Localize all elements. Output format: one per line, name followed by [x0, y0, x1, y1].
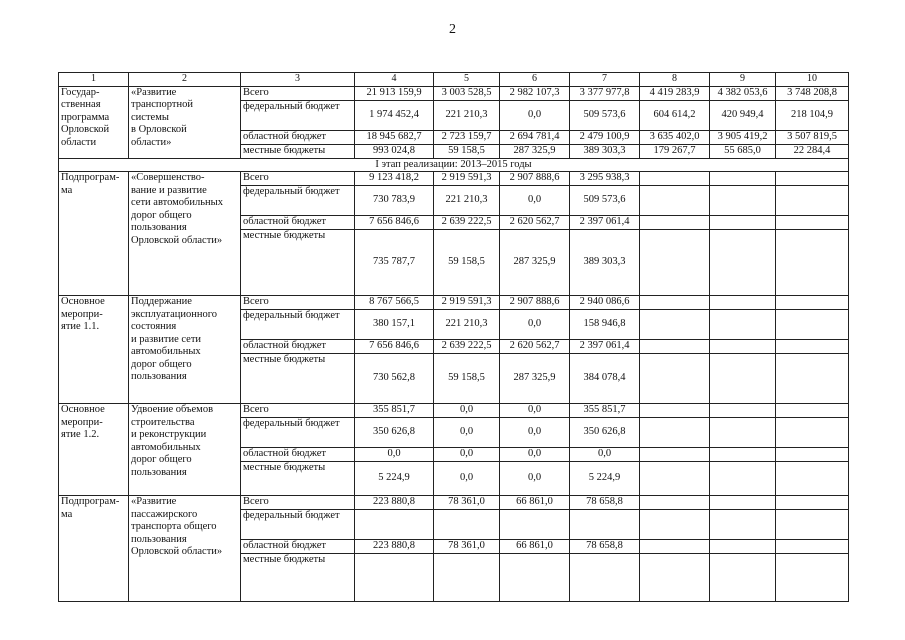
activity-name-cell-line: и реконструкции [131, 429, 207, 440]
value-cell: 2 919 591,3 [434, 172, 500, 186]
empty-cell [710, 540, 776, 554]
activity-name-cell [129, 296, 241, 404]
empty-cell [710, 310, 776, 340]
value-cell: 2 940 086,6 [570, 296, 640, 310]
value-cell: 2 919 591,3 [434, 296, 500, 310]
program-name-cell-line: в Орловской [131, 124, 187, 135]
empty-cell [710, 172, 776, 186]
funding-source-cell: федеральный бюджет [241, 310, 355, 340]
column-number: 6 [500, 73, 570, 87]
value-cell: 0,0 [434, 404, 500, 418]
empty-cell [710, 404, 776, 418]
value-cell [434, 554, 500, 602]
value-cell: 350 626,8 [570, 418, 640, 448]
activity-name-cell-line: эксплуатационного [131, 308, 218, 320]
value-cell: 2 639 222,5 [434, 216, 500, 230]
activity-type-cell-line: Подпрограм- [61, 496, 120, 507]
value-cell: 78 658,8 [570, 496, 640, 510]
value-cell: 0,0 [500, 404, 570, 418]
funding-source-cell: местные бюджеты [241, 230, 355, 296]
value-cell: 0,0 [500, 310, 570, 340]
activity-type-cell-line: ма [61, 184, 73, 196]
empty-cell [640, 496, 710, 510]
program-name-cell [129, 86, 241, 158]
value-cell: 7 656 846,6 [355, 340, 434, 354]
empty-cell [640, 340, 710, 354]
empty-cell [776, 186, 849, 216]
value-cell: 3 748 208,8 [776, 86, 849, 100]
empty-cell [640, 448, 710, 462]
value-cell: 5 224,9 [355, 462, 434, 496]
value-cell: 993 024,8 [355, 144, 434, 158]
empty-cell [710, 186, 776, 216]
value-cell: 18 945 682,7 [355, 130, 434, 144]
empty-cell [776, 230, 849, 296]
value-cell: 8 767 566,5 [355, 296, 434, 310]
empty-cell [776, 340, 849, 354]
program-owner-cell-line: Орловской [61, 124, 110, 135]
activity-name-cell-line: Орловской области» [131, 546, 223, 557]
activity-name-cell-line: «Совершенство- [131, 172, 205, 183]
empty-cell [640, 404, 710, 418]
value-cell: 0,0 [500, 186, 570, 216]
value-cell: 158 946,8 [570, 310, 640, 340]
empty-cell [640, 554, 710, 602]
empty-cell [776, 554, 849, 602]
program-owner-cell-line: ственная [61, 99, 101, 110]
empty-cell [640, 510, 710, 540]
activity-type-cell-line: ятие 1.1. [61, 321, 100, 332]
activity-name-cell-line: дорог общего [131, 454, 192, 465]
value-cell: 3 507 819,5 [776, 130, 849, 144]
value-cell: 66 861,0 [500, 496, 570, 510]
value-cell: 355 851,7 [355, 404, 434, 418]
empty-cell [640, 354, 710, 404]
value-cell: 509 573,6 [570, 100, 640, 130]
value-cell: 730 562,8 [355, 354, 434, 404]
value-cell: 78 658,8 [570, 540, 640, 554]
empty-cell [640, 216, 710, 230]
activity-type-cell-line: меропри- [61, 308, 103, 320]
empty-cell [710, 296, 776, 310]
value-cell: 59 158,5 [434, 354, 500, 404]
value-cell: 221 210,3 [434, 186, 500, 216]
value-cell: 0,0 [570, 448, 640, 462]
funding-source-cell: областной бюджет [241, 130, 355, 144]
activity-type-cell-line: ятие 1.2. [61, 429, 100, 440]
empty-cell [710, 340, 776, 354]
activity-name-cell-line: автомобильных [131, 346, 201, 357]
value-cell: 350 626,8 [355, 418, 434, 448]
value-cell: 7 656 846,6 [355, 216, 434, 230]
activity-name-cell-line: состояния [131, 321, 177, 332]
empty-cell [776, 540, 849, 554]
activity-name-cell-line: автомобильных [131, 441, 201, 453]
empty-cell [640, 296, 710, 310]
value-cell: 2 907 888,6 [500, 296, 570, 310]
value-cell: 0,0 [500, 100, 570, 130]
activity-type-cell-line: ма [61, 508, 73, 520]
value-cell: 0,0 [500, 448, 570, 462]
value-cell: 2 723 159,7 [434, 130, 500, 144]
column-number: 5 [434, 73, 500, 87]
value-cell [570, 554, 640, 602]
column-number: 8 [640, 73, 710, 87]
value-cell: 0,0 [434, 462, 500, 496]
funding-source-cell: федеральный бюджет [241, 100, 355, 130]
value-cell: 66 861,0 [500, 540, 570, 554]
program-name-cell-line: «Развитие [131, 86, 177, 98]
funding-source-cell: местные бюджеты [241, 354, 355, 404]
value-cell: 223 880,8 [355, 540, 434, 554]
empty-cell [710, 230, 776, 296]
value-cell: 0,0 [434, 448, 500, 462]
activity-type-cell-line: меропри- [61, 416, 103, 428]
funding-source-cell: федеральный бюджет [241, 186, 355, 216]
value-cell: 287 325,9 [500, 144, 570, 158]
funding-source-cell: Всего [241, 296, 355, 310]
activity-name-cell-line: Орловской области» [131, 234, 223, 246]
empty-cell [710, 462, 776, 496]
value-cell: 3 905 419,2 [710, 130, 776, 144]
value-cell: 1 974 452,4 [355, 100, 434, 130]
value-cell: 2 479 100,9 [570, 130, 640, 144]
empty-cell [776, 404, 849, 418]
value-cell [434, 510, 500, 540]
column-number: 3 [241, 73, 355, 87]
value-cell: 0,0 [500, 462, 570, 496]
table-row [59, 296, 849, 310]
value-cell: 2 397 061,4 [570, 340, 640, 354]
value-cell: 0,0 [355, 448, 434, 462]
value-cell: 221 210,3 [434, 100, 500, 130]
empty-cell [776, 216, 849, 230]
value-cell: 221 210,3 [434, 310, 500, 340]
activity-name-cell-line: пользования [131, 371, 187, 382]
value-cell: 2 907 888,6 [500, 172, 570, 186]
value-cell: 2 694 781,4 [500, 130, 570, 144]
activity-name-cell-line: и развитие сети [131, 333, 202, 345]
activity-name-cell-line: дорог общего [131, 209, 192, 221]
value-cell [355, 554, 434, 602]
value-cell: 4 419 283,9 [640, 86, 710, 100]
value-cell: 2 639 222,5 [434, 340, 500, 354]
value-cell: 9 123 418,2 [355, 172, 434, 186]
activity-type-cell [59, 404, 129, 496]
activity-type-cell [59, 172, 129, 296]
value-cell: 420 949,4 [710, 100, 776, 130]
empty-cell [776, 448, 849, 462]
empty-cell [640, 172, 710, 186]
empty-cell [776, 418, 849, 448]
empty-cell [640, 540, 710, 554]
value-cell: 218 104,9 [776, 100, 849, 130]
activity-name-cell-line: транспорта общего [131, 521, 217, 532]
column-number: 9 [710, 73, 776, 87]
value-cell: 78 361,0 [434, 496, 500, 510]
funding-source-cell: местные бюджеты [241, 554, 355, 602]
value-cell: 2 397 061,4 [570, 216, 640, 230]
activity-name-cell-line: «Развитие [131, 496, 177, 507]
value-cell: 287 325,9 [500, 230, 570, 296]
budget-table-body [59, 73, 849, 602]
value-cell: 179 267,7 [640, 144, 710, 158]
page-number: 2 [449, 22, 456, 37]
column-number: 1 [59, 73, 129, 87]
activity-name-cell-line: вание и развитие [131, 184, 207, 196]
stage-label: I этап реализации: 2013–2015 годы [59, 158, 849, 172]
activity-name-cell [129, 404, 241, 496]
value-cell: 78 361,0 [434, 540, 500, 554]
value-cell: 604 614,2 [640, 100, 710, 130]
empty-cell [640, 462, 710, 496]
program-name-cell-line: транспортной [131, 99, 193, 110]
empty-cell [776, 354, 849, 404]
empty-cell [776, 510, 849, 540]
value-cell: 2 620 562,7 [500, 340, 570, 354]
activity-type-cell-line: Основное [61, 404, 105, 415]
value-cell: 2 982 107,3 [500, 86, 570, 100]
activity-name-cell-line: пользования [131, 222, 187, 233]
table-row [59, 404, 849, 418]
column-number: 2 [129, 73, 241, 87]
activity-name-cell-line: сети автомобильных [131, 197, 223, 208]
activity-type-cell [59, 496, 129, 602]
value-cell: 509 573,6 [570, 186, 640, 216]
activity-name-cell-line: пользования [131, 533, 187, 545]
empty-cell [776, 462, 849, 496]
activity-name-cell-line: пассажирского [131, 508, 198, 520]
empty-cell [640, 186, 710, 216]
program-owner-cell [59, 86, 129, 158]
empty-cell [776, 296, 849, 310]
value-cell: 21 913 159,9 [355, 86, 434, 100]
value-cell: 223 880,8 [355, 496, 434, 510]
activity-name-cell [129, 496, 241, 602]
value-cell: 389 303,3 [570, 230, 640, 296]
value-cell: 2 620 562,7 [500, 216, 570, 230]
funding-source-cell: Всего [241, 172, 355, 186]
activity-name-cell-line: строительства [131, 416, 195, 428]
value-cell: 0,0 [434, 418, 500, 448]
funding-source-cell: областной бюджет [241, 340, 355, 354]
value-cell: 59 158,5 [434, 144, 500, 158]
activity-name-cell-line: Поддержание [131, 296, 192, 307]
value-cell: 3 295 938,3 [570, 172, 640, 186]
program-owner-cell-line: программа [61, 111, 110, 123]
empty-cell [710, 418, 776, 448]
value-cell [570, 510, 640, 540]
column-number: 10 [776, 73, 849, 87]
activity-name-cell-line: Удвоение объемов [131, 404, 214, 415]
table-row [59, 172, 849, 186]
empty-cell [776, 172, 849, 186]
value-cell: 735 787,7 [355, 230, 434, 296]
value-cell: 355 851,7 [570, 404, 640, 418]
value-cell: 3 003 528,5 [434, 86, 500, 100]
empty-cell [640, 418, 710, 448]
stage-row [59, 158, 849, 172]
funding-source-cell: федеральный бюджет [241, 418, 355, 448]
value-cell: 55 685,0 [710, 144, 776, 158]
value-cell: 5 224,9 [570, 462, 640, 496]
funding-source-cell: областной бюджет [241, 448, 355, 462]
funding-source-cell: областной бюджет [241, 216, 355, 230]
activity-name-cell-line: дорог общего [131, 358, 192, 370]
program-owner-cell-line: области [61, 136, 97, 148]
value-cell: 22 284,4 [776, 144, 849, 158]
activity-type-cell-line: Подпрограм- [61, 172, 120, 183]
funding-source-cell: Всего [241, 86, 355, 100]
column-number: 4 [355, 73, 434, 87]
value-cell: 3 635 402,0 [640, 130, 710, 144]
activity-type-cell-line: Основное [61, 296, 105, 307]
value-cell: 389 303,3 [570, 144, 640, 158]
program-name-cell-line: системы [131, 111, 169, 123]
funding-source-cell: местные бюджеты [241, 144, 355, 158]
empty-cell [640, 230, 710, 296]
empty-cell [710, 354, 776, 404]
empty-cell [710, 216, 776, 230]
value-cell [355, 510, 434, 540]
column-number-row [59, 73, 849, 87]
value-cell: 4 382 053,6 [710, 86, 776, 100]
value-cell: 3 377 977,8 [570, 86, 640, 100]
column-number: 7 [570, 73, 640, 87]
funding-source-cell: Всего [241, 496, 355, 510]
value-cell: 59 158,5 [434, 230, 500, 296]
table-row [59, 496, 849, 510]
empty-cell [776, 310, 849, 340]
table-row [59, 86, 849, 100]
activity-type-cell [59, 296, 129, 404]
program-name-cell-line: области» [131, 136, 172, 148]
value-cell: 380 157,1 [355, 310, 434, 340]
empty-cell [710, 496, 776, 510]
empty-cell [710, 510, 776, 540]
empty-cell [640, 310, 710, 340]
empty-cell [776, 496, 849, 510]
value-cell: 384 078,4 [570, 354, 640, 404]
funding-source-cell: Всего [241, 404, 355, 418]
funding-source-cell: местные бюджеты [241, 462, 355, 496]
value-cell: 0,0 [500, 418, 570, 448]
value-cell [500, 554, 570, 602]
empty-cell [710, 554, 776, 602]
value-cell: 287 325,9 [500, 354, 570, 404]
program-owner-cell-line: Государ- [61, 86, 100, 98]
empty-cell [710, 448, 776, 462]
value-cell: 730 783,9 [355, 186, 434, 216]
activity-name-cell [129, 172, 241, 296]
budget-table [58, 72, 849, 602]
activity-name-cell-line: пользования [131, 466, 187, 478]
funding-source-cell: областной бюджет [241, 540, 355, 554]
value-cell [500, 510, 570, 540]
funding-source-cell: федеральный бюджет [241, 510, 355, 540]
